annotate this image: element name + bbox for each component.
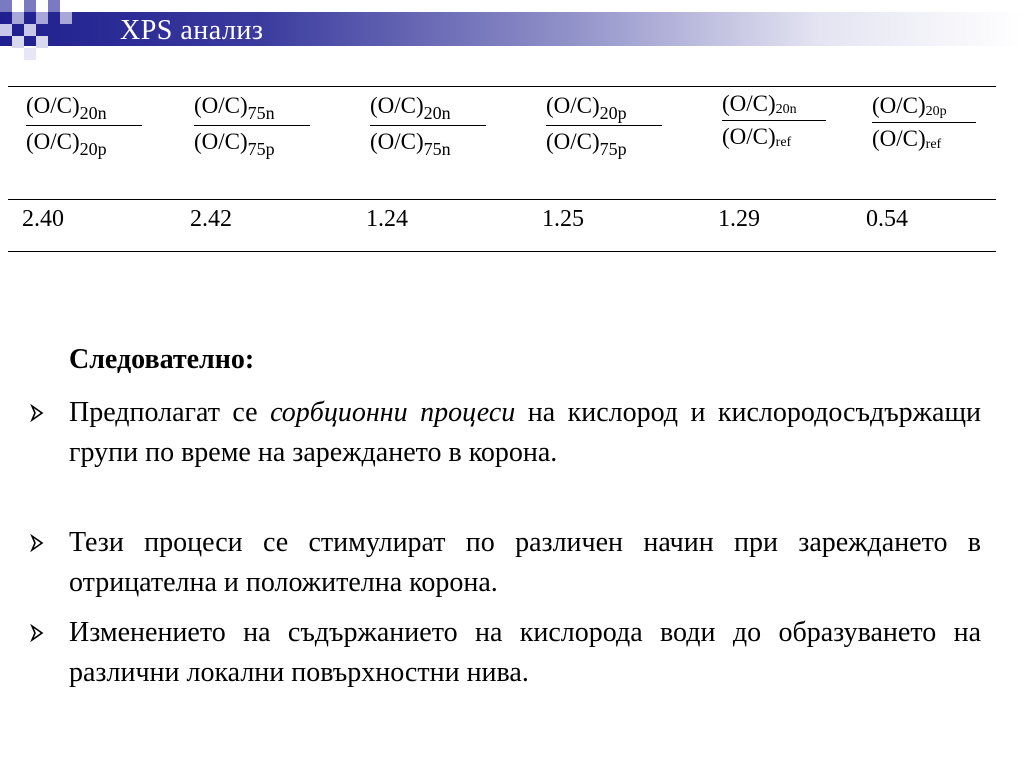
fraction-base-label: (O/C): [194, 129, 248, 154]
bullet-text-start: Предполагат се: [69, 397, 271, 428]
fraction-bar: [370, 125, 486, 126]
numerator-subscript: 20n: [775, 102, 797, 117]
fraction-denominator: [26, 130, 176, 158]
numerator-subscript: 20p: [925, 104, 947, 119]
fraction-base-label: (O/C): [370, 93, 424, 118]
arrow-bullet-icon: [30, 404, 46, 422]
ratio-value: 1.29: [718, 206, 760, 232]
fraction-base-label: (O/C): [546, 93, 600, 118]
fraction-base-label: (O/C): [26, 93, 80, 118]
fraction-denominator: [370, 130, 520, 158]
bullet-text: Тези процеси се стимулират по различен начин при зареждането в отрицателна и положителна корона.: [69, 527, 981, 598]
fraction-denominator: [722, 125, 872, 150]
fraction-denominator: [194, 130, 344, 158]
bullet-text: Изменението на съдържанието на кислорода води до образуването на различни локални повърхностни нива.: [69, 617, 981, 688]
fraction-numerator: [872, 94, 1022, 119]
fraction-numerator: [722, 92, 872, 117]
decor-square-11: [24, 48, 36, 60]
fraction-base-label: (O/C): [370, 129, 424, 154]
decor-square-10: [36, 36, 48, 48]
fraction-bar: [26, 125, 142, 126]
fraction-base-label: (O/C): [722, 124, 776, 149]
ratio-value: 2.40: [22, 206, 64, 232]
numerator-subscript: 20p: [599, 103, 627, 123]
table-bottom-rule: [8, 251, 996, 252]
arrow-bullet-icon: [30, 534, 46, 552]
ratio-header-fraction: [370, 94, 520, 158]
table-top-rule: [8, 86, 996, 87]
conclusion-heading: Следователно:: [69, 344, 255, 375]
decor-square-1: [0, 0, 12, 12]
ratio-header-fraction: [546, 94, 696, 158]
denominator-subscript: 75p: [599, 139, 627, 159]
fraction-base-label: (O/C): [546, 129, 600, 154]
fraction-bar: [194, 125, 310, 126]
decor-square-4: [12, 12, 24, 24]
fraction-bar: [872, 122, 976, 123]
fraction-numerator: [546, 94, 696, 122]
fraction-base-label: (O/C): [872, 93, 926, 118]
decor-square-3: [48, 0, 60, 12]
ratio-header-fraction: [26, 94, 176, 158]
denominator-subscript: 75n: [423, 139, 451, 159]
decor-square-6: [60, 12, 72, 24]
decor-square-9: [12, 36, 24, 48]
numerator-subscript: 20n: [79, 103, 107, 123]
ratio-value: 1.24: [366, 206, 408, 232]
fraction-numerator: [26, 94, 176, 122]
numerator-subscript: 20n: [423, 103, 451, 123]
denominator-subscript: 75p: [247, 139, 275, 159]
slide-title: XPS анализ: [120, 15, 264, 46]
ratio-header-fraction: [722, 92, 872, 150]
fraction-denominator: [546, 130, 696, 158]
decor-square-8: [24, 24, 36, 36]
fraction-bar: [722, 120, 826, 121]
fraction-numerator: [370, 94, 520, 122]
fraction-base-label: (O/C): [26, 129, 80, 154]
table-mid-rule: [8, 199, 996, 200]
bullet-text: [69, 393, 981, 473]
fraction-base-label: (O/C): [194, 93, 248, 118]
ratio-value: 1.25: [542, 206, 584, 232]
denominator-subscript: ref: [775, 135, 792, 150]
fraction-base-label: (O/C): [872, 126, 926, 151]
ratio-value: 2.42: [190, 206, 232, 232]
fraction-denominator: [872, 127, 1022, 152]
bullet-text-end: на кислород и кислородосъдържащи групи по време на зареждането в корона.: [69, 397, 981, 468]
arrow-bullet-icon: [30, 624, 46, 642]
decor-square-7: [0, 24, 12, 36]
bullet-emphasis: сорбционни процеси: [270, 397, 516, 428]
decor-square-2: [24, 0, 36, 12]
numerator-subscript: 75n: [247, 103, 275, 123]
fraction-numerator: [194, 94, 344, 122]
fraction-base-label: (O/C): [722, 91, 776, 116]
ratio-value: 0.54: [866, 206, 908, 232]
fraction-bar: [546, 125, 662, 126]
denominator-subscript: ref: [925, 137, 942, 152]
ratio-header-fraction: [194, 94, 344, 158]
decor-square-5: [36, 12, 48, 24]
denominator-subscript: 20p: [79, 139, 107, 159]
ratio-header-fraction: [872, 94, 1022, 152]
